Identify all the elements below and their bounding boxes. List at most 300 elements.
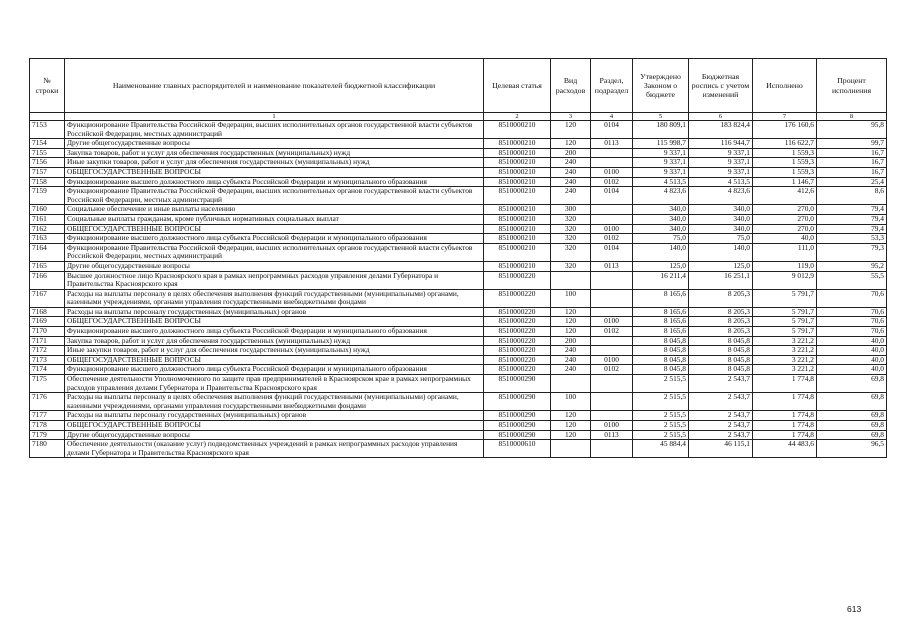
executed-amount: 1 774,8 bbox=[753, 430, 817, 440]
table-row bbox=[30, 167, 887, 177]
execution-percent: 16,7 bbox=[817, 148, 887, 158]
row-name: Другие общегосударственные вопросы bbox=[65, 430, 484, 440]
approved-amount: 180 809,1 bbox=[633, 121, 689, 139]
row-number: 7180 bbox=[30, 440, 65, 458]
executed-amount: 270,0 bbox=[753, 205, 817, 215]
expense-type: 240 bbox=[551, 158, 591, 168]
table-row bbox=[30, 430, 887, 440]
target-article: 8510000210 bbox=[484, 187, 551, 205]
section-code bbox=[591, 205, 633, 215]
row-number: 7179 bbox=[30, 430, 65, 440]
executed-amount: 270,0 bbox=[753, 214, 817, 224]
target-article: 8510000210 bbox=[484, 139, 551, 149]
planned-amount: 140,0 bbox=[689, 243, 753, 261]
row-number: 7174 bbox=[30, 365, 65, 375]
target-article: 8510000220 bbox=[484, 271, 551, 289]
header-row bbox=[30, 59, 887, 113]
row-number: 7170 bbox=[30, 327, 65, 337]
row-name: Функционирование высшего должностного лица субъекта Российской Федерации и муниципального образования bbox=[65, 365, 484, 375]
section-code: 0104 bbox=[591, 243, 633, 261]
executed-amount: 3 221,2 bbox=[753, 346, 817, 356]
planned-amount: 9 337,1 bbox=[689, 167, 753, 177]
row-number: 7176 bbox=[30, 393, 65, 411]
expense-type: 320 bbox=[551, 214, 591, 224]
planned-amount: 8 205,3 bbox=[689, 307, 753, 317]
table-row bbox=[30, 289, 887, 307]
approved-amount: 8 045,8 bbox=[633, 365, 689, 375]
expense-type: 240 bbox=[551, 346, 591, 356]
execution-percent: 70,6 bbox=[817, 317, 887, 327]
target-article: 8510000290 bbox=[484, 375, 551, 393]
section-code: 0102 bbox=[591, 365, 633, 375]
expense-type: 240 bbox=[551, 177, 591, 187]
planned-amount: 2 543,7 bbox=[689, 375, 753, 393]
col-number: 4 bbox=[591, 113, 633, 121]
row-name: ОБЩЕГОСУДАРСТВЕННЫЕ ВОПРОСЫ bbox=[65, 224, 484, 234]
executed-amount: 3 221,2 bbox=[753, 336, 817, 346]
planned-amount: 8 045,8 bbox=[689, 336, 753, 346]
section-code bbox=[591, 375, 633, 393]
expense-type: 320 bbox=[551, 261, 591, 271]
execution-percent: 70,6 bbox=[817, 289, 887, 307]
expense-type: 240 bbox=[551, 187, 591, 205]
section-code bbox=[591, 148, 633, 158]
approved-amount: 8 165,6 bbox=[633, 317, 689, 327]
expense-type: 120 bbox=[551, 327, 591, 337]
row-number: 7159 bbox=[30, 187, 65, 205]
planned-amount: 2 543,7 bbox=[689, 411, 753, 421]
executed-amount: 3 221,2 bbox=[753, 365, 817, 375]
expense-type: 120 bbox=[551, 317, 591, 327]
section-code: 0113 bbox=[591, 261, 633, 271]
row-number: 7166 bbox=[30, 271, 65, 289]
executed-amount: 1 559,3 bbox=[753, 167, 817, 177]
target-article: 8510000210 bbox=[484, 214, 551, 224]
executed-amount: 412,6 bbox=[753, 187, 817, 205]
section-code bbox=[591, 289, 633, 307]
row-number: 7173 bbox=[30, 355, 65, 365]
planned-amount: 8 045,8 bbox=[689, 355, 753, 365]
row-name: Функционирование высшего должностного лица субъекта Российской Федерации и муниципального образования bbox=[65, 327, 484, 337]
table-row bbox=[30, 139, 887, 149]
executed-amount: 111,0 bbox=[753, 243, 817, 261]
execution-percent: 95,8 bbox=[817, 121, 887, 139]
row-name: Расходы на выплаты персоналу государственных (муниципальных) органов bbox=[65, 307, 484, 317]
approved-amount: 8 165,6 bbox=[633, 289, 689, 307]
header-target: Целевая статья bbox=[484, 59, 551, 113]
expense-type: 240 bbox=[551, 355, 591, 365]
section-code bbox=[591, 393, 633, 411]
section-code: 0104 bbox=[591, 187, 633, 205]
expense-type: 320 bbox=[551, 243, 591, 261]
execution-percent: 79,3 bbox=[817, 243, 887, 261]
target-article: 8510000210 bbox=[484, 234, 551, 244]
row-number: 7178 bbox=[30, 421, 65, 431]
execution-percent: 25,4 bbox=[817, 177, 887, 187]
table-row bbox=[30, 261, 887, 271]
table-row bbox=[30, 411, 887, 421]
table-row bbox=[30, 234, 887, 244]
approved-amount: 340,0 bbox=[633, 205, 689, 215]
approved-amount: 8 045,8 bbox=[633, 355, 689, 365]
row-number: 7161 bbox=[30, 214, 65, 224]
row-name: Иные закупки товаров, работ и услуг для обеспечения государственных (муниципальных) нужд bbox=[65, 346, 484, 356]
target-article: 8510000290 bbox=[484, 421, 551, 431]
executed-amount: 1 774,8 bbox=[753, 421, 817, 431]
execution-percent: 69,8 bbox=[817, 430, 887, 440]
header-executed: Исполнено bbox=[753, 59, 817, 113]
execution-percent: 79,4 bbox=[817, 205, 887, 215]
section-code: 0102 bbox=[591, 234, 633, 244]
table-row bbox=[30, 336, 887, 346]
planned-amount: 183 824,4 bbox=[689, 121, 753, 139]
row-number: 7165 bbox=[30, 261, 65, 271]
table-row bbox=[30, 440, 887, 458]
col-number: 8 bbox=[817, 113, 887, 121]
section-code: 0104 bbox=[591, 121, 633, 139]
col-number: 2 bbox=[484, 113, 551, 121]
approved-amount: 140,0 bbox=[633, 243, 689, 261]
execution-percent: 69,8 bbox=[817, 393, 887, 411]
header-row-no: № строки bbox=[30, 59, 65, 113]
table-row bbox=[30, 224, 887, 234]
section-code bbox=[591, 214, 633, 224]
col-number: 5 bbox=[633, 113, 689, 121]
row-name: Закупка товаров, работ и услуг для обеспечения государственных (муниципальных) нужд bbox=[65, 148, 484, 158]
planned-amount: 75,0 bbox=[689, 234, 753, 244]
table-row bbox=[30, 421, 887, 431]
target-article: 8510000210 bbox=[484, 158, 551, 168]
row-number: 7177 bbox=[30, 411, 65, 421]
row-name: Обеспечение деятельности (оказание услуг) подведомственных учреждений в рамках непрограммных расходов управления делами Губернатора и Правительства Красноярского края bbox=[65, 440, 484, 458]
row-name: ОБЩЕГОСУДАРСТВЕННЫЕ ВОПРОСЫ bbox=[65, 167, 484, 177]
section-code bbox=[591, 158, 633, 168]
executed-amount: 44 483,6 bbox=[753, 440, 817, 458]
planned-amount: 125,0 bbox=[689, 261, 753, 271]
table-row bbox=[30, 243, 887, 261]
planned-amount: 340,0 bbox=[689, 224, 753, 234]
target-article: 8510000610 bbox=[484, 440, 551, 458]
planned-amount: 116 944,7 bbox=[689, 139, 753, 149]
table-row bbox=[30, 365, 887, 375]
row-number: 7156 bbox=[30, 158, 65, 168]
executed-amount: 270,0 bbox=[753, 224, 817, 234]
header-percent: Процент исполнения bbox=[817, 59, 887, 113]
row-name: Иные закупки товаров, работ и услуг для обеспечения государственных (муниципальных) нужд bbox=[65, 158, 484, 168]
row-name: Расходы на выплаты персоналу в целях обеспечения выполнения функций государственными (муниципальными) органами, казенными учреждениями, органами управления государственными внебюджетными фондами bbox=[65, 393, 484, 411]
row-number: 7168 bbox=[30, 307, 65, 317]
execution-percent: 40,0 bbox=[817, 336, 887, 346]
table-row bbox=[30, 121, 887, 139]
expense-type: 100 bbox=[551, 289, 591, 307]
executed-amount: 5 791,7 bbox=[753, 289, 817, 307]
row-name: ОБЩЕГОСУДАРСТВЕННЫЕ ВОПРОСЫ bbox=[65, 317, 484, 327]
expense-type: 320 bbox=[551, 224, 591, 234]
executed-amount: 3 221,2 bbox=[753, 355, 817, 365]
executed-amount: 1 774,8 bbox=[753, 411, 817, 421]
approved-amount: 340,0 bbox=[633, 214, 689, 224]
target-article: 8510000220 bbox=[484, 317, 551, 327]
row-name: Функционирование Правительства Российской Федерации, высших исполнительных органов государственной власти субъектов Российской Федерации, местных администраций bbox=[65, 243, 484, 261]
row-number: 7164 bbox=[30, 243, 65, 261]
target-article: 8510000210 bbox=[484, 205, 551, 215]
column-number-row bbox=[30, 113, 887, 121]
row-number: 7169 bbox=[30, 317, 65, 327]
approved-amount: 75,0 bbox=[633, 234, 689, 244]
executed-amount: 1 559,3 bbox=[753, 158, 817, 168]
execution-percent: 96,5 bbox=[817, 440, 887, 458]
execution-percent: 40,0 bbox=[817, 346, 887, 356]
execution-percent: 69,8 bbox=[817, 375, 887, 393]
planned-amount: 8 045,8 bbox=[689, 365, 753, 375]
table-row bbox=[30, 158, 887, 168]
row-name: Функционирование Правительства Российской Федерации, высших исполнительных органов государственной власти субъектов Российской Федерации, местных администраций bbox=[65, 187, 484, 205]
target-article: 8510000220 bbox=[484, 327, 551, 337]
execution-percent: 95,2 bbox=[817, 261, 887, 271]
target-article: 8510000210 bbox=[484, 148, 551, 158]
col-number: 7 bbox=[753, 113, 817, 121]
row-name: ОБЩЕГОСУДАРСТВЕННЫЕ ВОПРОСЫ bbox=[65, 355, 484, 365]
planned-amount: 16 251,1 bbox=[689, 271, 753, 289]
row-name: Закупка товаров, работ и услуг для обеспечения государственных (муниципальных) нужд bbox=[65, 336, 484, 346]
approved-amount: 4 513,5 bbox=[633, 177, 689, 187]
row-number: 7162 bbox=[30, 224, 65, 234]
table-row bbox=[30, 346, 887, 356]
planned-amount: 46 115,1 bbox=[689, 440, 753, 458]
header-approved: Утверждено Законом о бюджете bbox=[633, 59, 689, 113]
approved-amount: 9 337,1 bbox=[633, 167, 689, 177]
approved-amount: 8 045,8 bbox=[633, 336, 689, 346]
section-code bbox=[591, 346, 633, 356]
target-article: 8510000220 bbox=[484, 355, 551, 365]
col-number: 3 bbox=[551, 113, 591, 121]
executed-amount: 5 791,7 bbox=[753, 327, 817, 337]
expense-type: 120 bbox=[551, 411, 591, 421]
table-row bbox=[30, 271, 887, 289]
section-code: 0100 bbox=[591, 224, 633, 234]
expense-type bbox=[551, 440, 591, 458]
executed-amount: 1 559,3 bbox=[753, 148, 817, 158]
section-code: 0113 bbox=[591, 430, 633, 440]
planned-amount: 9 337,1 bbox=[689, 148, 753, 158]
table-row bbox=[30, 355, 887, 365]
row-number: 7167 bbox=[30, 289, 65, 307]
table-row bbox=[30, 214, 887, 224]
executed-amount: 5 791,7 bbox=[753, 317, 817, 327]
col-number: 6 bbox=[689, 113, 753, 121]
row-name: ОБЩЕГОСУДАРСТВЕННЫЕ ВОПРОСЫ bbox=[65, 421, 484, 431]
row-name: Другие общегосударственные вопросы bbox=[65, 261, 484, 271]
execution-percent: 8,6 bbox=[817, 187, 887, 205]
row-number: 7154 bbox=[30, 139, 65, 149]
table-row bbox=[30, 307, 887, 317]
section-code: 0100 bbox=[591, 317, 633, 327]
planned-amount: 8 045,8 bbox=[689, 346, 753, 356]
executed-amount: 119,0 bbox=[753, 261, 817, 271]
target-article: 8510000210 bbox=[484, 243, 551, 261]
planned-amount: 9 337,1 bbox=[689, 158, 753, 168]
row-number: 7157 bbox=[30, 167, 65, 177]
section-code: 0102 bbox=[591, 177, 633, 187]
row-name: Функционирование высшего должностного лица субъекта Российской Федерации и муниципального образования bbox=[65, 234, 484, 244]
executed-amount: 176 160,6 bbox=[753, 121, 817, 139]
expense-type: 200 bbox=[551, 336, 591, 346]
row-name: Социальные выплаты гражданам, кроме публичных нормативных социальных выплат bbox=[65, 214, 484, 224]
target-article: 8510000290 bbox=[484, 393, 551, 411]
approved-amount: 2 515,5 bbox=[633, 375, 689, 393]
execution-percent: 79,4 bbox=[817, 214, 887, 224]
execution-percent: 16,7 bbox=[817, 158, 887, 168]
row-name: Расходы на выплаты персоналу государственных (муниципальных) органов bbox=[65, 411, 484, 421]
expense-type: 200 bbox=[551, 148, 591, 158]
executed-amount: 5 791,7 bbox=[753, 307, 817, 317]
row-number: 7171 bbox=[30, 336, 65, 346]
execution-percent: 16,7 bbox=[817, 167, 887, 177]
target-article: 8510000220 bbox=[484, 365, 551, 375]
section-code bbox=[591, 440, 633, 458]
table-body bbox=[30, 121, 887, 458]
approved-amount: 2 515,5 bbox=[633, 411, 689, 421]
table-row bbox=[30, 148, 887, 158]
table-row bbox=[30, 393, 887, 411]
execution-percent: 55,5 bbox=[817, 271, 887, 289]
approved-amount: 2 515,5 bbox=[633, 430, 689, 440]
executed-amount: 1 774,8 bbox=[753, 393, 817, 411]
expense-type: 120 bbox=[551, 307, 591, 317]
page-number: 613 bbox=[847, 604, 862, 614]
planned-amount: 340,0 bbox=[689, 214, 753, 224]
target-article: 8510000210 bbox=[484, 167, 551, 177]
table-row bbox=[30, 375, 887, 393]
section-code: 0100 bbox=[591, 421, 633, 431]
executed-amount: 116 622,7 bbox=[753, 139, 817, 149]
target-article: 8510000210 bbox=[484, 261, 551, 271]
header-razdel: Раздел, подраздел bbox=[591, 59, 633, 113]
expense-type bbox=[551, 375, 591, 393]
table-row bbox=[30, 205, 887, 215]
execution-percent: 70,6 bbox=[817, 327, 887, 337]
approved-amount: 2 515,5 bbox=[633, 393, 689, 411]
row-name: Обеспечение деятельности Уполномоченного по защите прав предпринимателей в Красноярском крае в рамках непрограммных расходов управления делами Губернатора и Правительства Красноярского края bbox=[65, 375, 484, 393]
section-code bbox=[591, 411, 633, 421]
approved-amount: 45 884,4 bbox=[633, 440, 689, 458]
row-number: 7160 bbox=[30, 205, 65, 215]
row-name: Функционирование высшего должностного лица субъекта Российской Федерации и муниципального образования bbox=[65, 177, 484, 187]
execution-percent: 70,6 bbox=[817, 307, 887, 317]
approved-amount: 125,0 bbox=[633, 261, 689, 271]
approved-amount: 16 211,4 bbox=[633, 271, 689, 289]
executed-amount: 1 774,8 bbox=[753, 375, 817, 393]
approved-amount: 115 998,7 bbox=[633, 139, 689, 149]
target-article: 8510000290 bbox=[484, 430, 551, 440]
execution-percent: 40,0 bbox=[817, 355, 887, 365]
planned-amount: 2 543,7 bbox=[689, 393, 753, 411]
approved-amount: 8 045,8 bbox=[633, 346, 689, 356]
planned-amount: 8 205,3 bbox=[689, 327, 753, 337]
planned-amount: 2 543,7 bbox=[689, 430, 753, 440]
expense-type: 240 bbox=[551, 167, 591, 177]
row-number: 7172 bbox=[30, 346, 65, 356]
section-code bbox=[591, 307, 633, 317]
expense-type: 320 bbox=[551, 234, 591, 244]
target-article: 8510000210 bbox=[484, 177, 551, 187]
planned-amount: 4 513,5 bbox=[689, 177, 753, 187]
planned-amount: 8 205,3 bbox=[689, 317, 753, 327]
expense-type: 120 bbox=[551, 121, 591, 139]
planned-amount: 8 205,3 bbox=[689, 289, 753, 307]
row-name: Высшее должностное лицо Красноярского края в рамках непрограммных расходов управления делами Губернатора и Правительства Красноярского края bbox=[65, 271, 484, 289]
approved-amount: 2 515,5 bbox=[633, 421, 689, 431]
expense-type: 240 bbox=[551, 365, 591, 375]
expense-type: 120 bbox=[551, 421, 591, 431]
expense-type: 100 bbox=[551, 393, 591, 411]
section-code: 0100 bbox=[591, 355, 633, 365]
planned-amount: 4 823,6 bbox=[689, 187, 753, 205]
target-article: 8510000290 bbox=[484, 411, 551, 421]
budget-table bbox=[29, 58, 887, 458]
header-planned: Бюджетная роспись с учетом изменений bbox=[689, 59, 753, 113]
col-number: 1 bbox=[65, 113, 484, 121]
planned-amount: 340,0 bbox=[689, 205, 753, 215]
row-number: 7153 bbox=[30, 121, 65, 139]
row-number: 7155 bbox=[30, 148, 65, 158]
execution-percent: 53,3 bbox=[817, 234, 887, 244]
row-number: 7175 bbox=[30, 375, 65, 393]
approved-amount: 340,0 bbox=[633, 224, 689, 234]
expense-type: 300 bbox=[551, 205, 591, 215]
section-code bbox=[591, 336, 633, 346]
execution-percent: 69,8 bbox=[817, 421, 887, 431]
target-article: 8510000220 bbox=[484, 336, 551, 346]
table-row bbox=[30, 327, 887, 337]
table-row bbox=[30, 177, 887, 187]
row-name: Функционирование Правительства Российской Федерации, высших исполнительных органов государственной власти субъектов Российской Федерации, местных администраций bbox=[65, 121, 484, 139]
target-article: 8510000220 bbox=[484, 346, 551, 356]
row-name: Другие общегосударственные вопросы bbox=[65, 139, 484, 149]
row-name: Расходы на выплаты персоналу в целях обеспечения выполнения функций государственными (муниципальными) органами, казенными учреждениями, органами управления государственными внебюджетными фондами bbox=[65, 289, 484, 307]
expense-type: 120 bbox=[551, 430, 591, 440]
approved-amount: 8 165,6 bbox=[633, 327, 689, 337]
section-code: 0100 bbox=[591, 167, 633, 177]
target-article: 8510000210 bbox=[484, 121, 551, 139]
table-row bbox=[30, 317, 887, 327]
header-name: Наименование главных распорядителей и наименование показателей бюджетной классификации bbox=[65, 59, 484, 113]
col-number bbox=[30, 113, 65, 121]
execution-percent: 40,0 bbox=[817, 365, 887, 375]
target-article: 8510000220 bbox=[484, 289, 551, 307]
expense-type: 120 bbox=[551, 139, 591, 149]
row-name: Социальное обеспечение и иные выплаты населению bbox=[65, 205, 484, 215]
execution-percent: 99,7 bbox=[817, 139, 887, 149]
approved-amount: 9 337,1 bbox=[633, 148, 689, 158]
header-vid: Вид расходов bbox=[551, 59, 591, 113]
section-code: 0102 bbox=[591, 327, 633, 337]
execution-percent: 79,4 bbox=[817, 224, 887, 234]
approved-amount: 9 337,1 bbox=[633, 158, 689, 168]
target-article: 8510000220 bbox=[484, 307, 551, 317]
execution-percent: 69,8 bbox=[817, 411, 887, 421]
row-number: 7158 bbox=[30, 177, 65, 187]
target-article: 8510000210 bbox=[484, 224, 551, 234]
planned-amount: 2 543,7 bbox=[689, 421, 753, 431]
executed-amount: 40,0 bbox=[753, 234, 817, 244]
expense-type bbox=[551, 271, 591, 289]
executed-amount: 9 012,9 bbox=[753, 271, 817, 289]
approved-amount: 4 823,6 bbox=[633, 187, 689, 205]
approved-amount: 8 165,6 bbox=[633, 307, 689, 317]
row-number: 7163 bbox=[30, 234, 65, 244]
table-row bbox=[30, 187, 887, 205]
